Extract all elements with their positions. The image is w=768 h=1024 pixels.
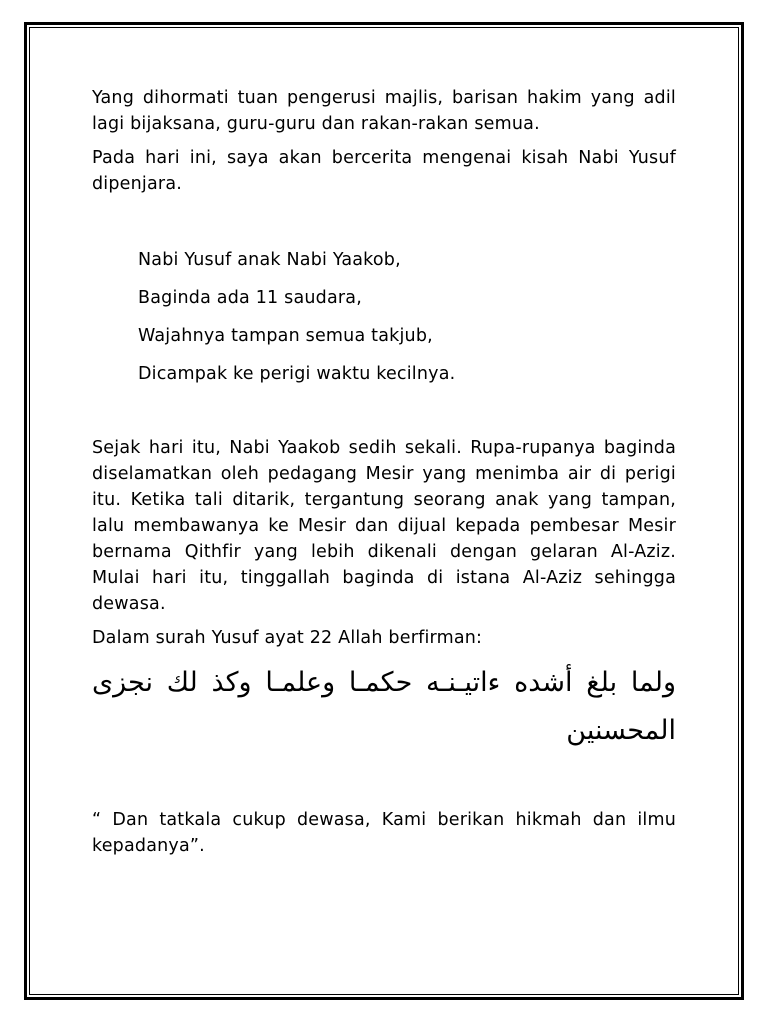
poem-line-2: Baginda ada 11 saudara, xyxy=(138,288,362,308)
arabic-verse: ولما بلغ أشده ءاتيـنـه حكمـا وعلمـا وكذ لك نجزى المحسنين xyxy=(92,667,676,746)
document-body xyxy=(92,85,676,859)
intro-paragraph: Yang dihormati tuan pengerusi majlis, barisan hakim yang adil lagi bijaksana, guru-guru dan rakan-rakan semua. xyxy=(92,88,676,134)
verse-intro: Dalam surah Yusuf ayat 22 Allah berfirman: xyxy=(92,628,483,648)
story-paragraph: Sejak hari itu, Nabi Yaakob sedih sekali. Rupa-rupanya baginda diselamatkan oleh pedagang Mesir yang menimba air di perigi itu. Ketika tali ditarik, tergantung seorang anak yang tampan, lalu membawanya ke Mesir dan dijual kepada pembesar Mesir bernama Qithfir yang lebih dikenali dengan gelaran Al-Aziz. Mulai hari itu, tinggallah baginda di istana Al-Aziz sehingga dewasa. xyxy=(92,438,676,614)
poem-line-3: Wajahnya tampan semua takjub, xyxy=(138,326,433,346)
poem-line-1: Nabi Yusuf anak Nabi Yaakob, xyxy=(138,250,401,270)
opening-paragraph: Pada hari ini, saya akan bercerita mengenai kisah Nabi Yusuf dipenjara. xyxy=(92,148,676,194)
verse-translation: “ Dan tatkala cukup dewasa, Kami berikan hikmah dan ilmu kepadanya”. xyxy=(92,810,676,856)
poem-line-4: Dicampak ke perigi waktu kecilnya. xyxy=(138,364,456,384)
poem-block xyxy=(138,247,676,387)
